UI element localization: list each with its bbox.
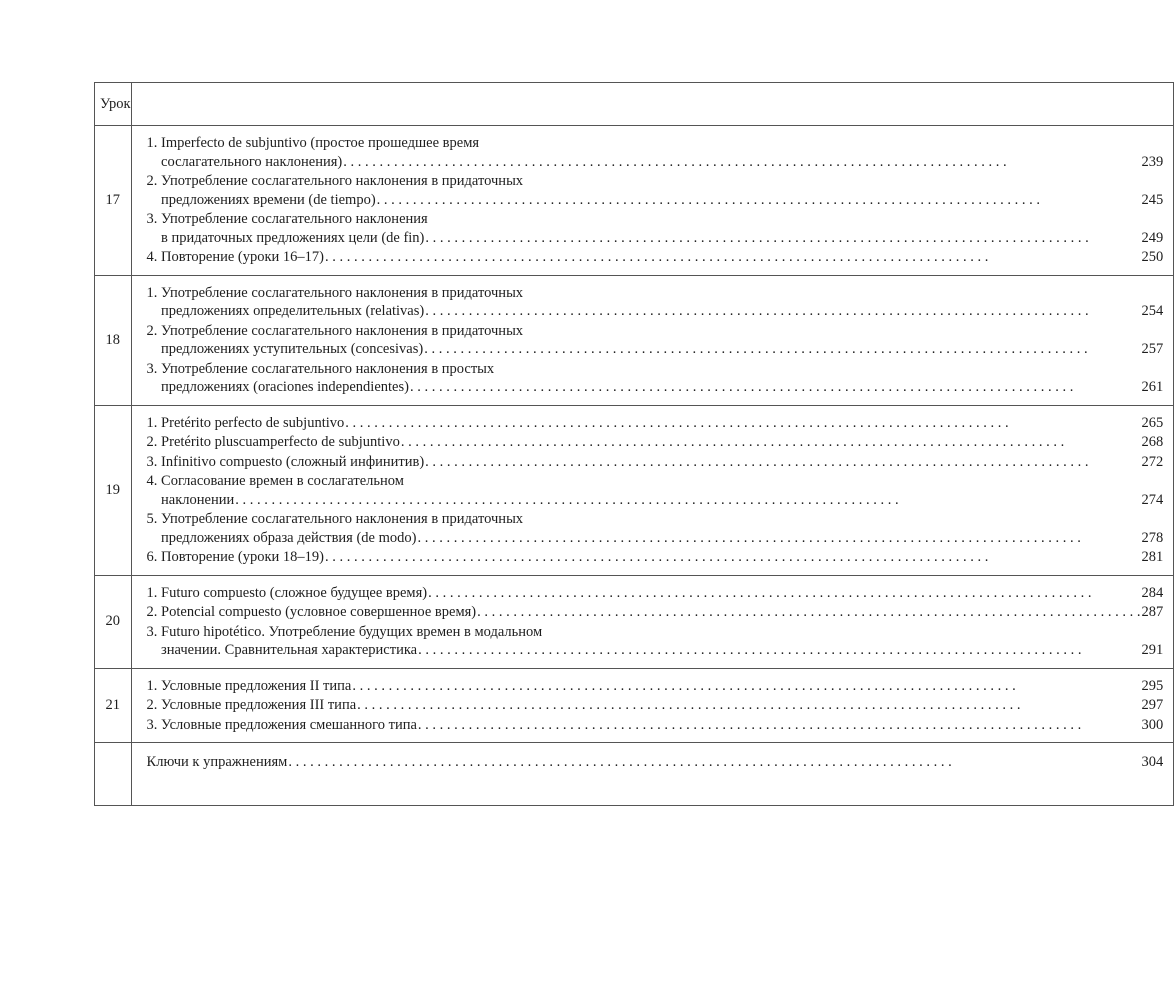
entry-title-line: Употребление сослагательного наклонения в простых <box>161 360 495 377</box>
page-number: 239 <box>1141 153 1164 170</box>
entry-number: 4. <box>146 473 162 489</box>
dot-leader <box>428 584 1140 603</box>
entry-number: 2. <box>146 173 162 189</box>
entry-title: Pretérito pluscuamperfecto de subjuntivo <box>161 434 400 450</box>
entry-title: значении. Сравнительная характеристика <box>161 642 418 658</box>
entry-title: сослагательного наклонения) <box>161 153 343 170</box>
entry-number: 1. <box>146 584 162 601</box>
page-number: 265 <box>1141 414 1164 431</box>
page-number: 278 <box>1141 529 1164 546</box>
entry-number: 3. <box>146 211 162 227</box>
lesson-row <box>95 275 1174 405</box>
entry-title: Условные предложения II типа <box>161 677 352 694</box>
entry-number: 3. <box>146 360 162 377</box>
toc-entry[interactable] <box>147 248 1164 267</box>
dot-leader <box>288 753 1140 772</box>
lesson-number: 20 <box>95 575 132 668</box>
dot-leader <box>477 603 1140 622</box>
dot-leader <box>418 641 1140 660</box>
page-number: 245 <box>1141 191 1164 208</box>
dot-leader <box>424 340 1140 359</box>
toc-entry[interactable] <box>147 433 1164 452</box>
entry-title-line: Imperfecto de subjuntivo (простое прошедшее время <box>161 135 480 151</box>
entry-number: 2. <box>146 697 162 713</box>
entry-title: Potencial compuesto (условное совершенное время) <box>161 604 477 620</box>
entry-title: предложениях времени (de tiempo) <box>161 191 376 208</box>
entry-number: 1. <box>146 135 162 151</box>
toc-entry[interactable] <box>147 603 1164 622</box>
toc-entry[interactable] <box>147 453 1164 472</box>
table-of-contents <box>94 82 1174 806</box>
toc-entry[interactable] <box>147 360 1164 397</box>
page-number: 297 <box>1141 697 1164 713</box>
toc-entry[interactable] <box>147 510 1164 547</box>
lesson-number: 19 <box>95 405 132 575</box>
page-number: 261 <box>1141 379 1164 395</box>
entry-title: Повторение (уроки 16–17) <box>161 249 325 265</box>
entry-title-line: Употребление сослагательного наклонения в придаточных <box>161 284 524 301</box>
dot-leader <box>352 677 1140 696</box>
page-number: 300 <box>1141 716 1164 733</box>
lesson-items <box>131 405 1174 575</box>
toc-entry[interactable] <box>147 716 1164 735</box>
page-number: 268 <box>1141 434 1164 450</box>
entry-title: Infinitivo compuesto (сложный инфинитив) <box>161 453 425 470</box>
page-number: 250 <box>1141 249 1164 265</box>
toc-entry[interactable] <box>147 210 1164 247</box>
toc-entry[interactable] <box>147 414 1164 433</box>
toc-entry[interactable] <box>147 172 1164 209</box>
dot-leader <box>357 696 1140 715</box>
entry-title: Условные предложения смешанного типа <box>161 716 417 733</box>
toc-entry[interactable] <box>147 696 1164 715</box>
entry-number: 2. <box>146 434 162 450</box>
entry-number: 1. <box>146 284 162 301</box>
dot-leader <box>410 378 1141 397</box>
entry-number: 2. <box>146 322 162 339</box>
dot-leader <box>417 529 1140 548</box>
entry-number: 4. <box>146 249 162 265</box>
dot-leader <box>425 302 1140 321</box>
entry-number: 2. <box>146 604 162 620</box>
toc-entry[interactable] <box>147 677 1164 696</box>
dot-leader <box>377 191 1141 210</box>
dot-leader <box>425 229 1140 248</box>
entry-title-line: Употребление сослагательного наклонения в придаточных <box>161 511 524 527</box>
entry-number: 1. <box>146 414 162 431</box>
entry-title: предложениях уступительных (concesivas) <box>161 341 424 357</box>
page-number: 274 <box>1141 491 1164 508</box>
keys-row <box>95 743 1174 806</box>
lesson-number: 18 <box>95 275 132 405</box>
entry-title: в придаточных предложениях цели (de fin) <box>161 229 425 246</box>
lesson-row <box>95 126 1174 276</box>
content-column-header <box>131 83 1174 126</box>
entry-title: Повторение (уроки 18–19) <box>161 549 325 565</box>
entry-title-line: Futuro hipotético. Употребление будущих времен в модальном <box>161 623 543 640</box>
lesson-number: 21 <box>95 668 132 743</box>
page-number: 249 <box>1141 229 1164 246</box>
page-number: 295 <box>1141 677 1164 694</box>
entry-title: предложениях (oraciones independientes) <box>161 379 409 395</box>
dot-leader <box>235 491 1140 510</box>
dot-leader <box>401 433 1141 452</box>
entry-title-line: Употребление сослагательного наклонения в придаточных <box>161 173 524 189</box>
entry-title: наклонении <box>161 491 235 508</box>
page-number: 284 <box>1141 584 1164 601</box>
dot-leader <box>343 153 1140 172</box>
lesson-items <box>131 126 1174 276</box>
entry-number: 3. <box>146 716 162 733</box>
lesson-items <box>131 575 1174 668</box>
entry-number: 3. <box>146 453 162 470</box>
entry-title: Ключи к упражнениям <box>146 754 288 770</box>
entry-number: 6. <box>146 549 162 565</box>
entry-title: предложениях образа действия (de modo) <box>161 529 417 546</box>
page-number: 257 <box>1141 341 1164 357</box>
toc-entry[interactable] <box>147 623 1164 660</box>
entry-number: 1. <box>146 677 162 694</box>
page-number: 281 <box>1141 549 1164 565</box>
page-number: 291 <box>1141 642 1164 658</box>
toc-entry[interactable] <box>147 284 1164 321</box>
entry-number: 5. <box>146 511 162 527</box>
toc-entry-keys[interactable] <box>147 753 1164 772</box>
page-number: 304 <box>1141 754 1164 770</box>
lesson-number-empty <box>95 743 132 806</box>
lesson-row <box>95 575 1174 668</box>
toc-entry[interactable] <box>147 134 1164 171</box>
page-number: 287 <box>1141 604 1164 620</box>
entry-title: Futuro compuesto (сложное будущее время) <box>161 584 428 601</box>
toc-entry[interactable] <box>147 584 1164 603</box>
toc-entry[interactable] <box>147 472 1164 509</box>
lesson-items <box>131 668 1174 743</box>
dot-leader <box>325 548 1140 567</box>
lesson-row <box>95 668 1174 743</box>
page-number: 254 <box>1141 303 1164 319</box>
entry-title: предложениях определительных (relativas) <box>161 303 425 319</box>
dot-leader <box>345 414 1140 433</box>
entry-title: Pretérito perfecto de subjuntivo <box>161 414 345 431</box>
entry-title-line: Употребление сослагательного наклонения <box>161 211 428 227</box>
entry-title-line: Употребление сослагательного наклонения в придаточных <box>161 322 524 339</box>
lesson-row <box>95 405 1174 575</box>
page-number: 272 <box>1141 453 1164 470</box>
dot-leader <box>425 453 1140 472</box>
toc-entry[interactable] <box>147 322 1164 359</box>
entry-number: 3. <box>146 623 162 640</box>
dot-leader <box>418 716 1141 735</box>
entry-title-line: Согласование времен в сослагательном <box>161 473 404 489</box>
entry-title: Условные предложения III типа <box>161 697 357 713</box>
header-row <box>95 83 1174 126</box>
lesson-items <box>131 275 1174 405</box>
dot-leader <box>325 248 1140 267</box>
toc-entry[interactable] <box>147 548 1164 567</box>
lesson-number: 17 <box>95 126 132 276</box>
keys-cell <box>131 743 1174 806</box>
lesson-column-header: Урок <box>95 83 132 126</box>
